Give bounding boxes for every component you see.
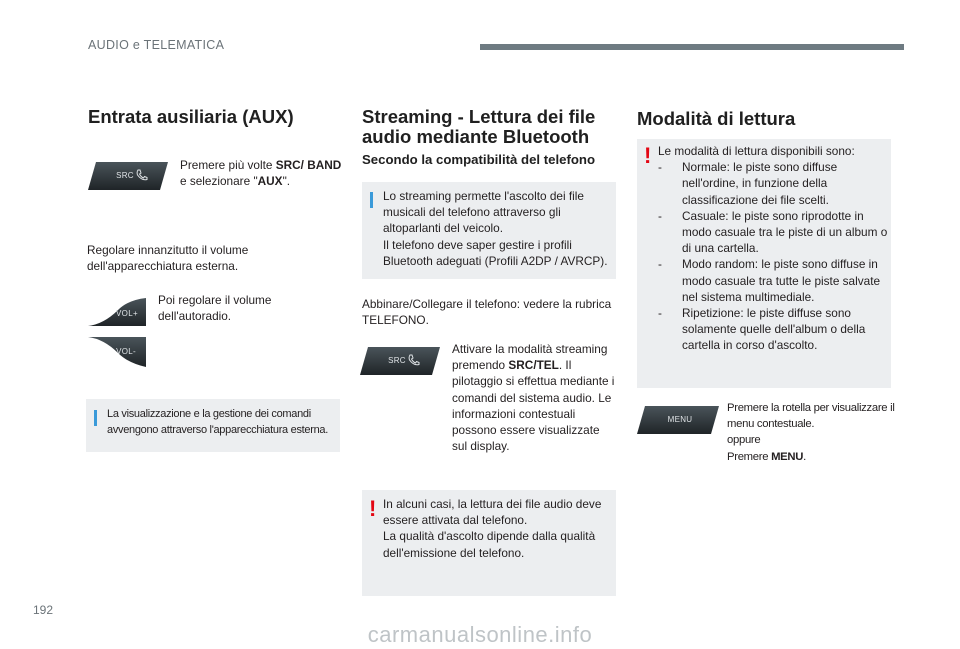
warning-box-modes [637, 139, 891, 388]
volume-instruction: Poi regolare il volume dell'autoradio. [158, 293, 272, 324]
pairing-paragraph: Abbinare/Collegare il telefono: vedere la rubrica TELEFONO. [362, 297, 612, 328]
aux-instruction: Premere più volte SRC/ BAND e selezionare "AUX". [180, 158, 342, 189]
warning-icon: ! [644, 143, 652, 168]
vol-minus-button [84, 335, 150, 369]
info-text-aux: La visualizzazione e la gestione dei comandi avvengono attraverso l'apparecchiatura esterna. [107, 408, 328, 436]
page-number: 192 [33, 603, 54, 617]
phone-icon [136, 169, 148, 181]
src-button-streaming [358, 345, 442, 375]
info-text-streaming: Lo streaming permette l'ascolto dei file musicali del telefono attraverso gli altoparlanti del veicolo. Il telefono deve saper gestire i profili Bluetooth adeguati (Profili A2DP / AVRCP). [383, 189, 608, 268]
phone-icon [408, 354, 420, 366]
section-subtitle-compat: Secondo la compatibilità del telefono [362, 152, 596, 167]
watermark: carmanualsonline.info [367, 622, 593, 647]
warning-box-streaming [362, 490, 616, 596]
list-item: - Casuale: le piste sono riprodotte in modo casuale tra le piste di un album o di una cartella. [658, 208, 888, 256]
aux-paragraph: Regolare innanzitutto il volume dell'apparecchiatura esterna. [87, 243, 249, 274]
streaming-instruction: Attivare la modalità streaming premendo SRC/TEL. Il pilotaggio si effettua mediante i comandi del sistema audio. Le informazioni contestuali possono essere visualizzate sul display. [452, 342, 615, 454]
menu-button [635, 404, 721, 434]
list-item: - Normale: le piste sono diffuse nell'ordine, in funzione della classificazione dei file scelti. [658, 160, 838, 207]
section-title-playback: Modalità di lettura [637, 108, 796, 129]
header-rule [480, 44, 904, 50]
src-button-label: SRC [116, 170, 134, 180]
warning-icon: ! [369, 496, 377, 521]
info-marker [94, 410, 97, 426]
running-header: AUDIO e TELEMATICA [88, 38, 225, 52]
list-item: - Modo random: le piste sono diffuse in modo casuale tra tutte le piste salvate nel sistema multimediale. [658, 257, 881, 304]
section-title-streaming: Streaming - Lettura dei file audio mediante Bluetooth [362, 106, 596, 147]
src-button-aux [86, 160, 170, 190]
modes-intro: Le modalità di lettura disponibili sono: [658, 144, 855, 158]
modes-list [658, 143, 890, 354]
info-box-aux [86, 399, 340, 452]
info-box-streaming [362, 182, 616, 279]
vol-plus-label: VOL+ [116, 308, 138, 318]
list-item: - Ripetizione: le piste diffuse sono solamente quelle dell'album o della cartella in corso d'ascolto. [658, 306, 866, 353]
warning-text-streaming: In alcuni casi, la lettura dei file audio deve essere attivata dal telefono. La qualità d'ascolto dipende dalla qualità dell'emissione del telefono. [383, 497, 602, 560]
vol-minus-label: VOL- [116, 346, 136, 356]
section-title-aux: Entrata ausiliaria (AUX) [88, 106, 294, 127]
info-marker [370, 192, 373, 208]
src-button-label: SRC [388, 355, 406, 365]
menu-instruction: Premere la rotella per visualizzare il menu contestuale. oppure Premere MENU. [727, 402, 895, 463]
menu-button-label: MENU [667, 414, 693, 424]
vol-plus-button [84, 296, 150, 328]
